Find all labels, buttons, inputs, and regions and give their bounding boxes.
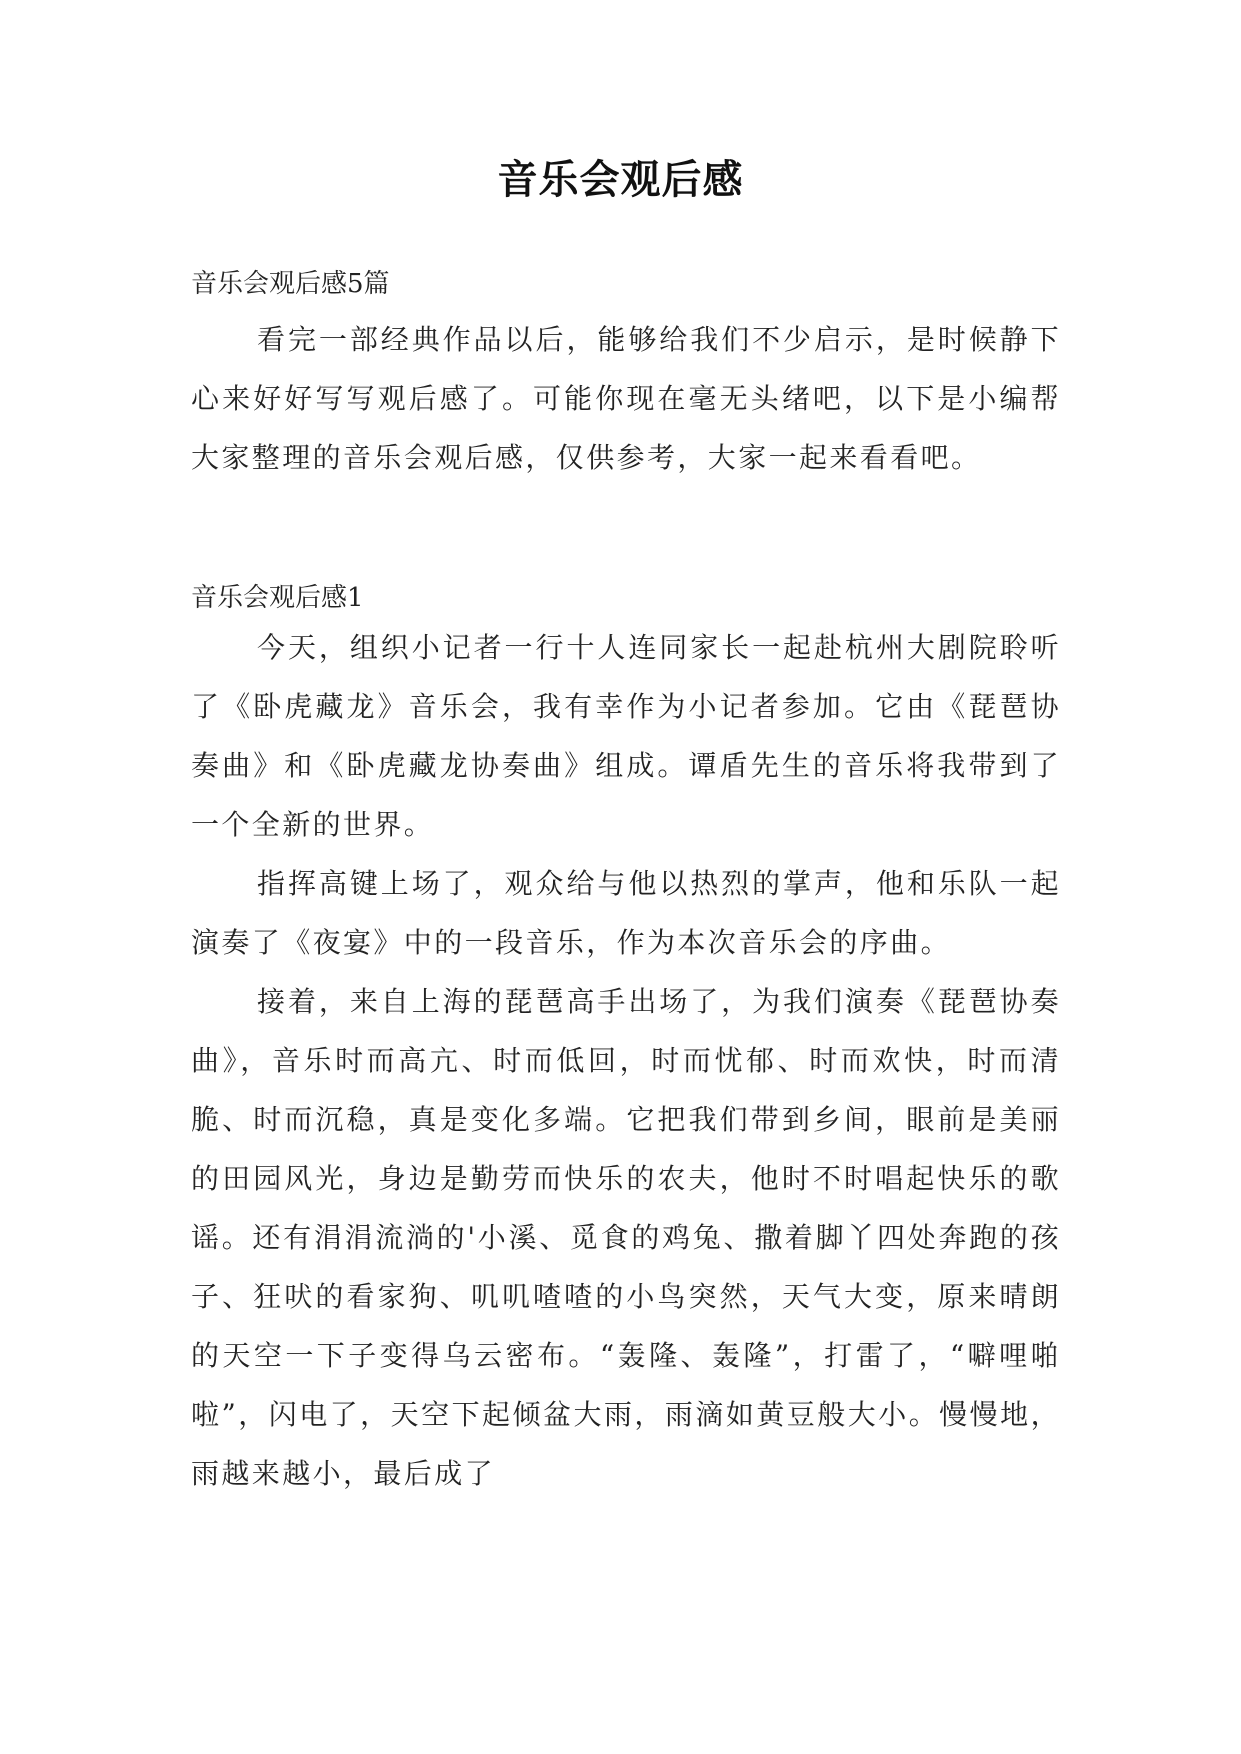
intro-heading: 音乐会观后感5篇 (191, 269, 390, 299)
body-paragraph-3: 接着，来自上海的琵琶高手出场了，为我们演奏《琵琶协奏曲》，音乐时而高亢、时而低回，时而忧郁、时而欢快，时而清脆、时而沉稳，真是变化多端。它把我们带到乡间，眼前是美丽的田园风光，身边是勤劳而快乐的农夫，他时不时唱起快乐的歌谣。还有涓涓流淌的'小溪、觅食的鸡兔、撒着脚丫四处奔跑的孩子、狂吠的看家狗、叽叽喳喳的小鸟突然，天气大变，原来晴朗的天空一下子变得乌云密布。“轰隆、轰隆”，打雷了，“噼哩啪啦”，闪电了，天空下起倾盆大雨，雨滴如黄豆般大小。慢慢地，雨越来越小，最后成了 (191, 985, 1061, 1490)
document-title: 音乐会观后感 (497, 156, 744, 203)
section-heading: 音乐会观后感1 (191, 583, 364, 613)
intro-paragraph: 看完一部经典作品以后，能够给我们不少启示，是时候静下心来好好写写观后感了。可能你现在毫无头绪吧，以下是小编帮大家整理的音乐会观后感，仅供参考，大家一起来看看吧。 (191, 323, 1061, 474)
body-paragraph-1: 今天，组织小记者一行十人连同家长一起赴杭州大剧院聆听了《卧虎藏龙》音乐会，我有幸作为小记者参加。它由《琵琶协奏曲》和《卧虎藏龙协奏曲》组成。谭盾先生的音乐将我带到了一个全新的世界。 (191, 631, 1061, 841)
body-paragraph-2: 指挥高键上场了，观众给与他以热烈的掌声，他和乐队一起演奏了《夜宴》中的一段音乐，作为本次音乐会的序曲。 (191, 867, 1061, 959)
